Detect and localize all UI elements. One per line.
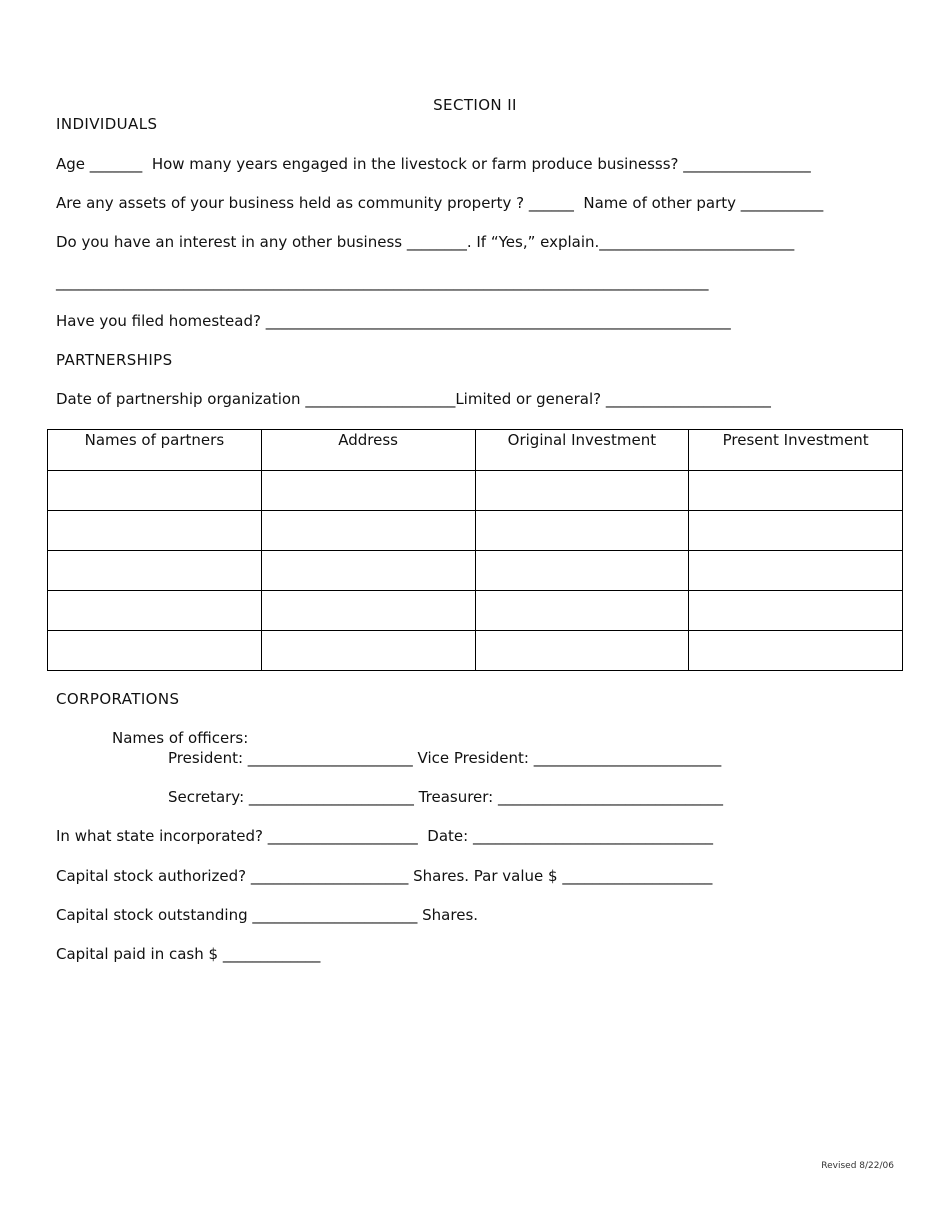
capital-outstanding-line[interactable]: Capital stock outstanding ______________________ Shares. [56, 906, 479, 924]
table-cell[interactable] [261, 591, 475, 631]
table-cell[interactable] [48, 471, 262, 511]
table-cell[interactable] [48, 511, 262, 551]
column-header: Original Investment [475, 430, 689, 471]
table-cell[interactable] [689, 551, 903, 591]
table-cell[interactable] [689, 511, 903, 551]
other-business-line[interactable]: Do you have an interest in any other business ________. If “Yes,” explain.__________________________ [56, 233, 795, 251]
table-cell[interactable] [261, 471, 475, 511]
table-cell[interactable] [475, 631, 689, 671]
president-line[interactable]: President: ______________________ Vice President: _________________________ [168, 749, 722, 767]
individuals-heading: INDIVIDUALS [56, 115, 158, 133]
column-header: Address [261, 430, 475, 471]
partnership-date-line[interactable]: Date of partnership organization ____________________Limited or general? ______________________ [56, 390, 771, 408]
table-row [48, 591, 903, 631]
partners-table [47, 429, 903, 671]
revision-footer: Revised 8/22/06 [821, 1161, 894, 1171]
state-incorporated-line[interactable]: In what state incorporated? ____________________ Date: ________________________________ [56, 827, 713, 845]
table-cell[interactable] [475, 591, 689, 631]
officers-label: Names of officers: [112, 729, 249, 747]
secretary-line[interactable]: Secretary: ______________________ Treasurer: ______________________________ [168, 788, 724, 806]
table-cell[interactable] [48, 591, 262, 631]
capital-authorized-line[interactable]: Capital stock authorized? _____________________ Shares. Par value $ ____________________ [56, 867, 713, 885]
explain-blank-line[interactable]: _______________________________________________________________________________________ [56, 273, 709, 291]
community-property-line[interactable]: Are any assets of your business held as community property ? ______ Name of other party ___________ [56, 194, 824, 212]
table-cell[interactable] [689, 631, 903, 671]
table-row [48, 631, 903, 671]
table-cell[interactable] [475, 471, 689, 511]
section-title: SECTION II [433, 96, 517, 114]
table-cell[interactable] [475, 511, 689, 551]
table-cell[interactable] [261, 511, 475, 551]
table-cell[interactable] [48, 631, 262, 671]
corporations-heading: CORPORATIONS [56, 690, 180, 708]
table-cell[interactable] [261, 551, 475, 591]
column-header: Names of partners [48, 430, 262, 471]
table-row [48, 551, 903, 591]
table-header-row [48, 430, 903, 471]
table-cell[interactable] [689, 591, 903, 631]
column-header: Present Investment [689, 430, 903, 471]
homestead-line[interactable]: Have you filed homestead? ______________________________________________________________ [56, 312, 731, 330]
age-line[interactable]: Age _______ How many years engaged in the livestock or farm produce businesss? _________________ [56, 155, 811, 173]
table-cell[interactable] [261, 631, 475, 671]
table-cell[interactable] [475, 551, 689, 591]
capital-cash-line[interactable]: Capital paid in cash $ _____________ [56, 945, 321, 963]
table-cell[interactable] [689, 471, 903, 511]
table-row [48, 471, 903, 511]
table-cell[interactable] [48, 551, 262, 591]
table-row [48, 511, 903, 551]
partnerships-heading: PARTNERSHIPS [56, 351, 173, 369]
